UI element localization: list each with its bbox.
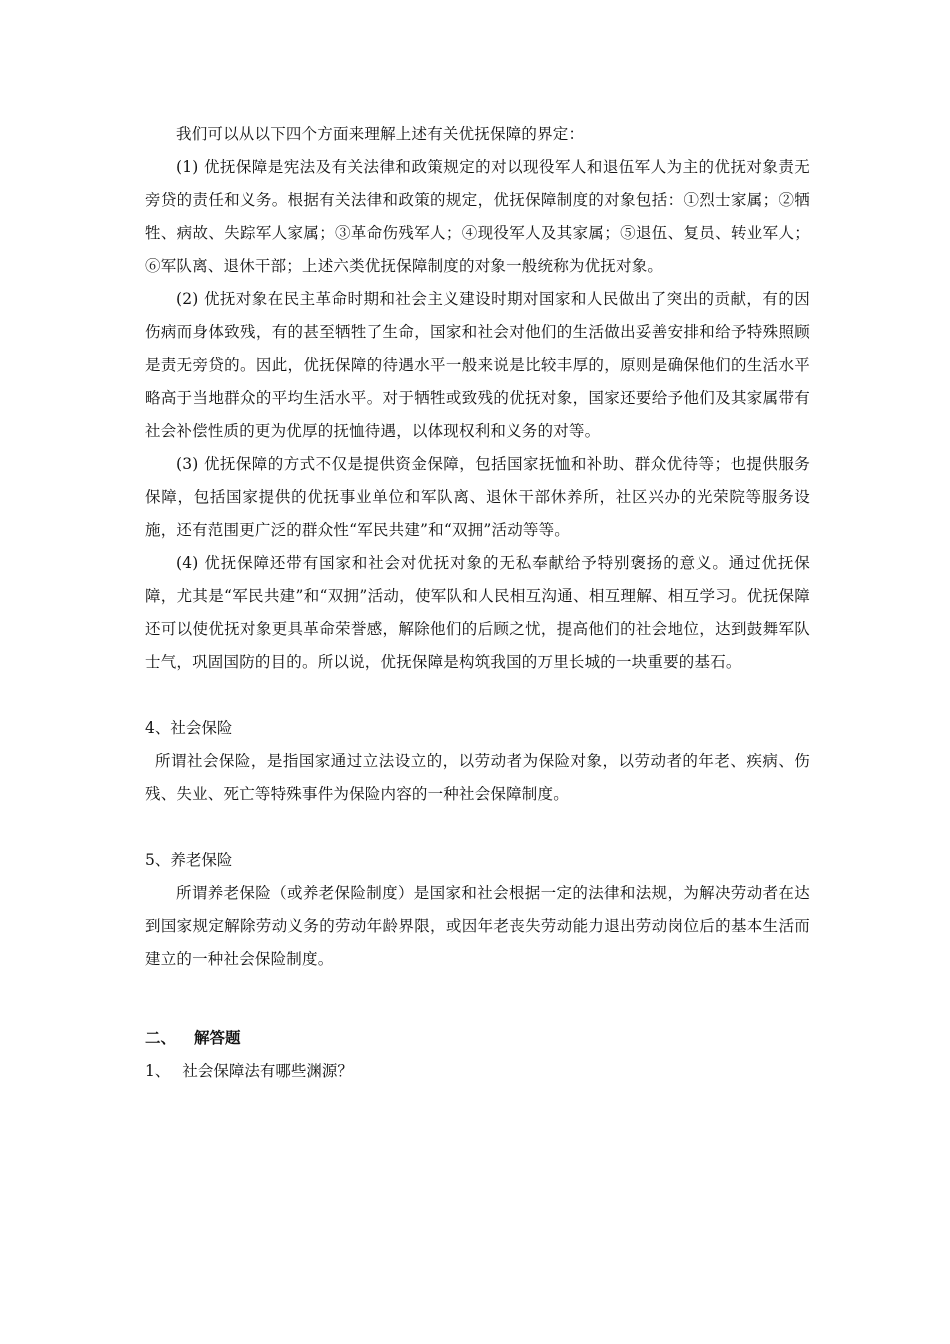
social-insurance-body: 所谓社会保险，是指国家通过立法设立的，以劳动者为保险对象，以劳动者的年老、疾病、伤残、失业、死亡等特殊事件为保险内容的一种社会保障制度。 [145, 752, 810, 803]
intro-paragraph: 我们可以从以下四个方面来理解上述有关优抚保障的界定： [176, 125, 585, 143]
spacer [145, 976, 810, 1022]
question-1-number: 1、 [145, 1062, 171, 1080]
spacer [145, 679, 810, 712]
social-insurance-heading: 4、社会保险 [145, 719, 233, 737]
spacer [145, 811, 810, 844]
point-3-paragraph: (3) 优抚保障的方式不仅是提供资金保障，包括国家抚恤和补助、群众优待等；也提供服务保障，包括国家提供的优抚事业单位和军队离、退休干部休养所，社区兴办的光荣院等服务设施，还有范围更广泛的群众性“军民共建”和“双拥”活动等等。 [145, 455, 810, 539]
point-1-paragraph: (1) 优抚保障是宪法及有关法律和政策规定的对以现役军人和退伍军人为主的优抚对象责无旁贷的责任和义务。根据有关法律和政策的规定，优抚保障制度的对象包括：①烈士家属；②牺牲、病故、失踪军人家属；③革命伤残军人；④现役军人及其家属；⑤退伍、复员、转业军人；⑥军队离、退休干部；上述六类优抚保障制度的对象一般统称为优抚对象。 [145, 158, 810, 275]
pension-insurance-heading: 5、养老保险 [145, 851, 233, 869]
section-two-number: 二、 [145, 1029, 177, 1047]
point-4-paragraph: (4) 优抚保障还带有国家和社会对优抚对象的无私奉献给予特别褒扬的意义。通过优抚保障，尤其是“军民共建”和“双拥”活动，使军队和人民相互沟通、相互理解、相互学习。优抚保障还可以使优抚对象更具革命荣誉感，解除他们的后顾之忧，提高他们的社会地位，达到鼓舞军队士气，巩固国防的目的。所以说，优抚保障是构筑我国的万里长城的一块重要的基石。 [145, 554, 810, 671]
document-page [145, 118, 810, 1088]
pension-insurance-body: 所谓养老保险（或养老保险制度）是国家和社会根据一定的法律和法规，为解决劳动者在达到国家规定解除劳动义务的劳动年龄界限，或因年老丧失劳动能力退出劳动岗位后的基本生活而建立的一种社会保险制度。 [145, 884, 810, 968]
section-two-title [145, 1022, 810, 1055]
question-1 [145, 1055, 810, 1088]
section-two-label: 解答题 [194, 1029, 241, 1047]
question-1-text: 社会保障法有哪些渊源？ [182, 1062, 353, 1080]
point-2-paragraph: (2) 优抚对象在民主革命时期和社会主义建设时期对国家和人民做出了突出的贡献，有的因伤病而身体致残，有的甚至牺牲了生命，国家和社会对他们的生活做出妥善安排和给予特殊照顾是责无旁贷的。因此，优抚保障的待遇水平一般来说是比较丰厚的，原则是确保他们的生活水平略高于当地群众的平均生活水平。对于牺牲或致残的优抚对象，国家还要给予他们及其家属带有社会补偿性质的更为优厚的抚恤待遇，以体现权利和义务的对等。 [145, 290, 810, 440]
